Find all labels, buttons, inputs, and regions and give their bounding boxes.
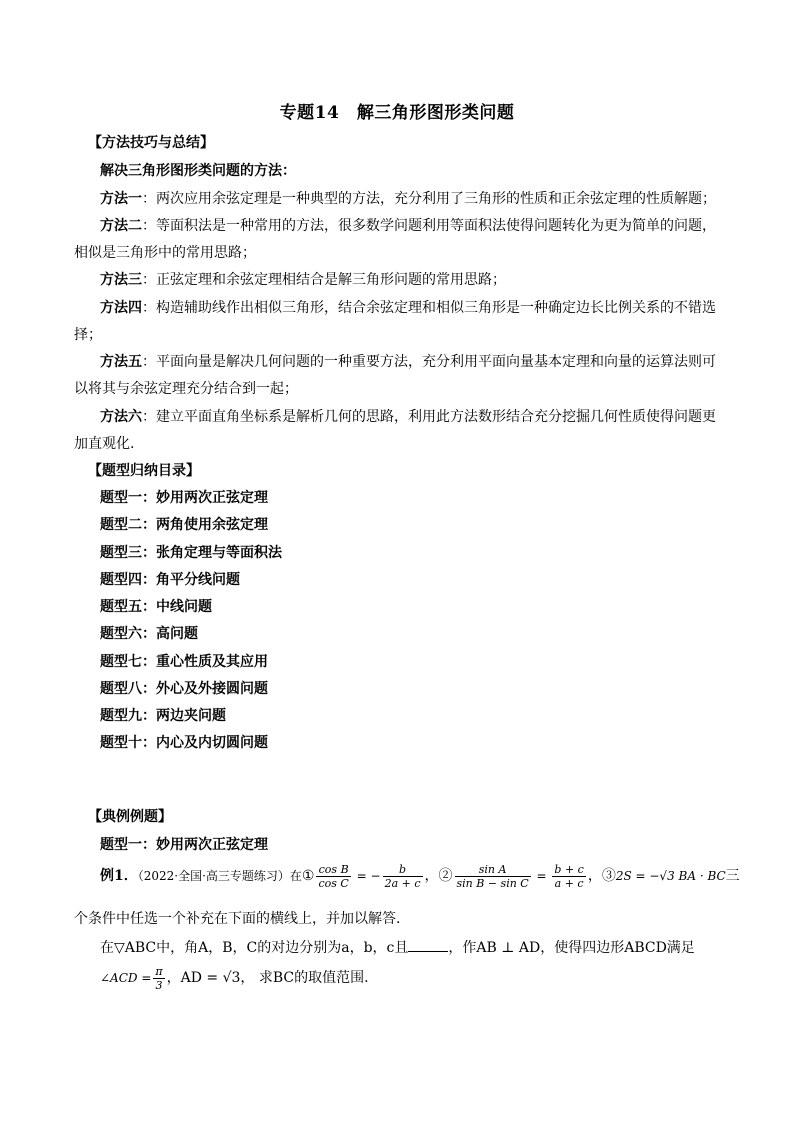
type-item: 题型九：两边夹问题 xyxy=(100,708,226,724)
fraction-b-plus-c xyxy=(552,863,585,890)
method-text: ：正弦定理和余弦定理相结合是解三角形问题的常用思路； xyxy=(142,272,506,288)
fraction-denominator: 3 xyxy=(155,978,163,992)
type-item: 题型四：角平分线问题 xyxy=(100,572,240,588)
example-source: （2022·全国·高三专题练习）在 xyxy=(137,869,302,883)
fraction-b-2a-plus-c xyxy=(383,863,423,890)
example-type-heading: 题型一：妙用两次正弦定理 xyxy=(100,837,268,853)
examples-section-header: 【典例例题】 xyxy=(88,809,172,825)
method-label: 方法二 xyxy=(100,218,142,234)
method-intro: 解决三角形图形类问题的方法： xyxy=(100,163,296,179)
method-text: ：构造辅助线作出相似三角形，结合余弦定理和相似三角形是一种确定边长比例关系的不错选 xyxy=(142,300,716,316)
method-text: ：等面积法是一种常用的方法，很多数学问题利用等面积法使得问题转化为更为简单的问题， xyxy=(142,218,716,234)
fraction-denominator: sin B − sin C xyxy=(456,876,529,890)
fraction-denominator: 2a + c xyxy=(384,876,421,890)
method-text: ：建立平面直角坐标系是解析几何的思路，利用此方法数形结合充分挖掘几何性质使得问题更 xyxy=(142,409,716,425)
condition-3-marker: ，③ xyxy=(587,868,616,884)
line-tail: 三 xyxy=(725,868,740,884)
fraction-numerator: sin A xyxy=(455,863,531,877)
problem-text: 在▽ABC中，角A，B，C的对边分别为a，b，c且 xyxy=(100,940,409,956)
type-item: 题型八：外心及外接圆问题 xyxy=(100,681,268,697)
type-item: 题型二：两角使用余弦定理 xyxy=(100,517,268,533)
fraction-denominator: cos C xyxy=(318,876,349,890)
method-4 xyxy=(100,298,730,318)
method-6-continuation: 加直观化. xyxy=(74,436,135,452)
method-label: 方法一 xyxy=(100,191,142,207)
example-1-line-4 xyxy=(100,960,730,996)
method-label: 方法三 xyxy=(100,272,142,288)
method-4-continuation: 择； xyxy=(74,327,102,343)
problem-text: ，作AB ⊥ AD，使得四边形ABCD满足 xyxy=(448,940,695,956)
fraction-numerator: b + c xyxy=(554,862,584,876)
fraction-numerator: π xyxy=(155,964,163,978)
condition-1-marker: ① xyxy=(301,868,315,884)
type-item: 题型一：妙用两次正弦定理 xyxy=(100,490,268,506)
type-item: 题型五：中线问题 xyxy=(100,599,212,615)
method-label: 方法六 xyxy=(100,409,142,425)
method-text: ：平面向量是解决几何问题的一种重要方法，充分利用平面向量基本定理和向量的运算法则可 xyxy=(142,354,716,370)
condition-3-formula: 2S = −√3 BA · BC xyxy=(615,869,726,883)
method-1 xyxy=(100,189,730,209)
method-5 xyxy=(100,352,730,372)
types-section-header: 【题型归纳目录】 xyxy=(88,463,200,479)
example-1-line-2: 个条件中任选一个补充在下面的横线上，并加以解答. xyxy=(74,911,401,927)
equation-operator: = − xyxy=(352,869,381,883)
type-item: 题型三：张角定理与等面积法 xyxy=(100,545,282,561)
type-item: 题型十：内心及内切圆问题 xyxy=(100,735,268,751)
problem-text: ，AD = √3， 求BC的取值范围. xyxy=(166,970,369,986)
example-label: 例1． xyxy=(100,868,138,884)
method-section-header: 【方法技巧与总结】 xyxy=(88,135,214,151)
condition-2-marker: ，② xyxy=(424,868,453,884)
method-3 xyxy=(100,270,730,290)
method-label: 方法四 xyxy=(100,300,142,316)
fraction-cosB-cosC xyxy=(316,863,350,890)
equation-operator: = xyxy=(532,869,551,883)
method-text: ：两次应用余弦定理是一种典型的方法，充分利用了三角形的性质和正余弦定理的性质解题； xyxy=(142,191,716,207)
method-2 xyxy=(100,216,730,236)
example-1-line-1 xyxy=(100,858,740,894)
type-item: 题型七：重心性质及其应用 xyxy=(100,654,268,670)
method-5-continuation: 以将其与余弦定理充分结合到一起； xyxy=(74,381,298,397)
answer-blank[interactable] xyxy=(408,937,448,952)
method-2-continuation: 相似是三角形中的常用思路； xyxy=(74,245,256,261)
example-1-line-3 xyxy=(100,937,730,958)
fraction-numerator: b xyxy=(383,863,423,877)
fraction-denominator: a + c xyxy=(554,876,584,890)
fraction-pi-over-3 xyxy=(153,965,164,992)
fraction-numerator: cos B xyxy=(316,863,350,877)
angle-condition: ∠ACD = xyxy=(100,971,152,985)
method-label: 方法五 xyxy=(100,354,142,370)
fraction-sinA xyxy=(455,863,531,890)
document-title: 专题14 解三角形图形类问题 xyxy=(279,103,515,123)
method-6 xyxy=(100,407,730,427)
type-item: 题型六：高问题 xyxy=(100,626,198,642)
